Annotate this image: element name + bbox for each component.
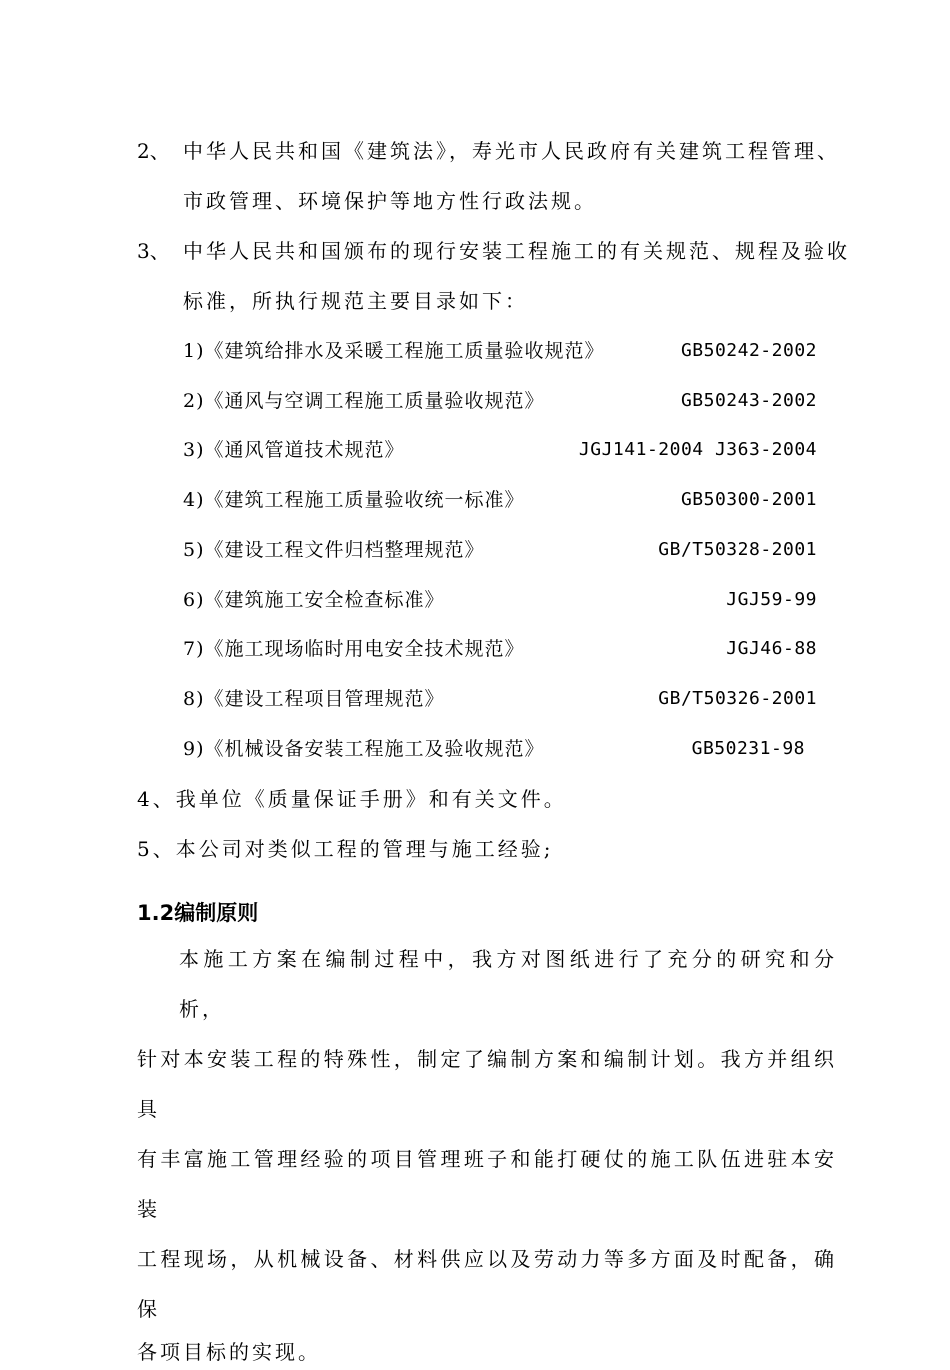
standard-code: GB50242-2002 xyxy=(680,340,817,361)
standard-code: GB/T50326-2001 xyxy=(658,688,817,709)
standard-title: 6)《建筑施工安全检查标准》 xyxy=(183,589,445,611)
standard-title: 5)《建设工程文件归档整理规范》 xyxy=(183,539,485,561)
standard-code: JGJ46-88 xyxy=(726,638,817,659)
standard-code: GB50243-2002 xyxy=(680,390,817,411)
paragraph-line: 工程现场，从机械设备、材料供应以及劳动力等多方面及时配备，确保 xyxy=(137,1247,837,1321)
standard-title: 9)《机械设备安装工程施工及验收规范》 xyxy=(183,738,545,760)
item-number: 3、 xyxy=(137,239,170,263)
paragraph-line: 有丰富施工管理经验的项目管理班子和能打硬仗的施工队伍进驻本安装 xyxy=(137,1147,837,1221)
item-2-line-1: 中华人民共和国《建筑法》，寿光市人民政府有关建筑工程管理、 xyxy=(183,139,840,163)
standard-title: 7)《施工现场临时用电安全技术规范》 xyxy=(183,638,525,660)
standard-code: GB50231-98 xyxy=(691,738,805,759)
item-3-line-1: 中华人民共和国颁布的现行安装工程施工的有关规范、规程及验收 xyxy=(183,239,850,263)
paragraph-line: 各项目标的实现。 xyxy=(137,1340,321,1364)
item-5: 5、本公司对类似工程的管理与施工经验; xyxy=(137,837,554,861)
standard-title: 1)《建筑给排水及采暖工程施工质量验收规范》 xyxy=(183,340,605,362)
paragraph-line: 针对本安装工程的特殊性，制定了编制方案和编制计划。我方并组织具 xyxy=(137,1047,837,1121)
body-paragraph xyxy=(137,934,837,1370)
item-2-line-2: 市政管理、环境保护等地方性行政法规。 xyxy=(183,189,597,213)
paragraph-line: 本施工方案在编制过程中，我方对图纸进行了充分的研究和分析， xyxy=(179,947,837,1021)
standard-title: 8)《建设工程项目管理规范》 xyxy=(183,688,445,710)
standard-code: GB50300-2001 xyxy=(680,489,817,510)
standard-title: 4)《建筑工程施工质量验收统一标准》 xyxy=(183,489,525,511)
standard-code: JGJ141-2004 J363-2004 xyxy=(578,439,817,460)
item-number: 2、 xyxy=(137,139,170,163)
item-3-line-2: 标准，所执行规范主要目录如下： xyxy=(183,289,528,313)
standard-title: 2)《通风与空调工程施工质量验收规范》 xyxy=(183,390,545,412)
section-heading: 1.2编制原则 xyxy=(137,901,259,925)
standard-code: JGJ59-99 xyxy=(726,589,817,610)
item-4: 4、我单位《质量保证手册》和有关文件。 xyxy=(137,787,567,811)
standard-title: 3)《通风管道技术规范》 xyxy=(183,439,405,461)
standard-code: GB/T50328-2001 xyxy=(658,539,817,560)
